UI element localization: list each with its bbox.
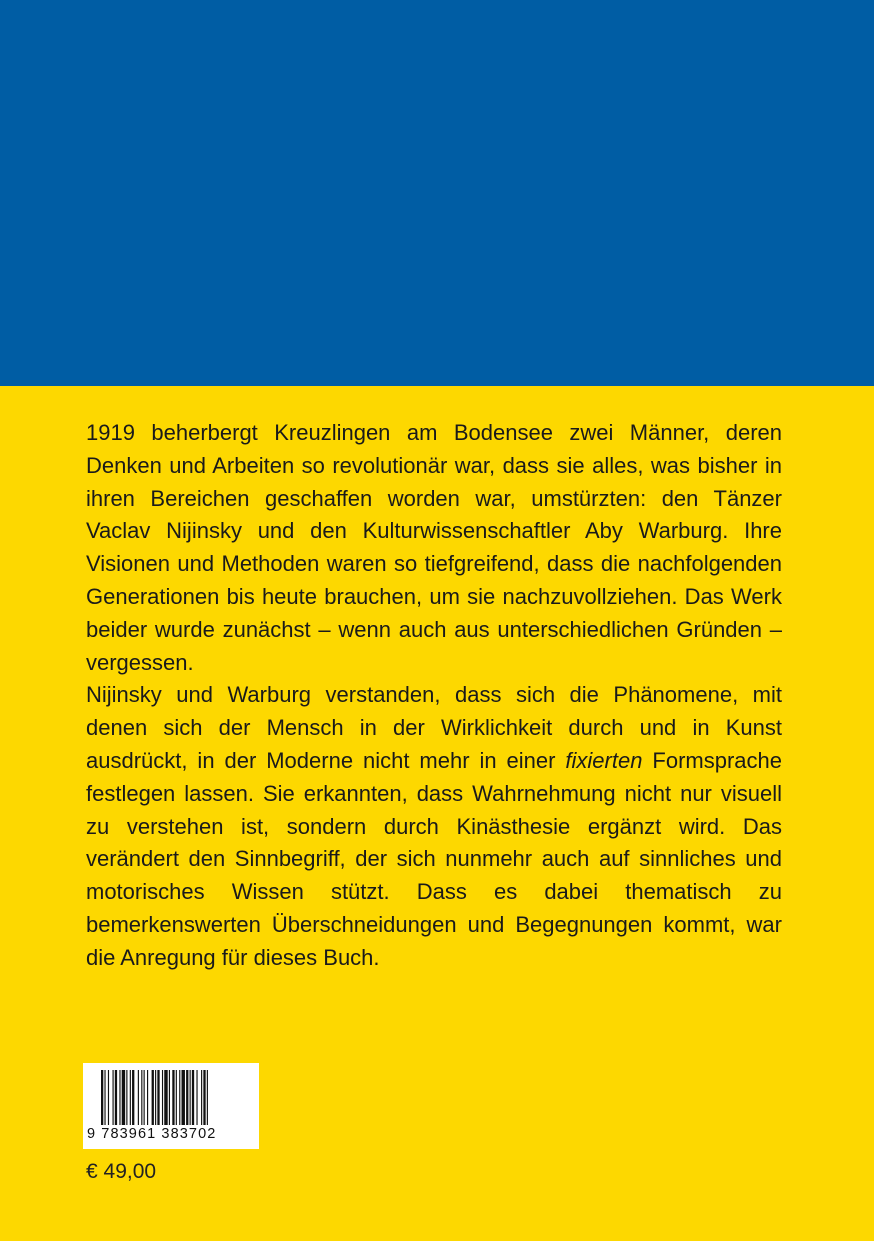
barcode-bar	[119, 1070, 120, 1125]
blurb-paragraph-2-start: Nijinsky und Warburg verstanden, dass sich die Phänomene, mit denen sich der Mensch in der Wirklichkeit durch und in Kunst ausdrückt, in der Moderne nicht mehr in einer	[86, 682, 782, 773]
barcode-bar	[164, 1070, 167, 1125]
barcode-bar	[190, 1070, 191, 1125]
barcode-bar	[144, 1070, 145, 1125]
barcode-bar	[108, 1070, 109, 1125]
barcode-bar	[207, 1070, 208, 1125]
barcode-bar	[113, 1070, 114, 1125]
blurb-paragraph-2	[86, 679, 782, 974]
barcode-bar	[157, 1070, 159, 1125]
barcode-bar	[203, 1070, 205, 1125]
blurb-paragraph-1: 1919 beherbergt Kreuzlingen am Bodensee zwei Männer, deren Denken und Arbeiten so revolutionär war, dass sie alles, was bisher in ihren Bereichen geschaffen worden war, umstürzten: den Tänzer Vaclav Nijinsky und den Kulturwissenschaftler Aby Warburg. Ihre Visionen und Methoden waren so tiefgreifend, dass die nachfolgenden Generationen bis heute brauchen, um sie nachzuvollziehen. Das Werk beider wurde zunächst – wenn auch aus unterschiedlichen Gründen – vergessen.	[86, 420, 782, 675]
barcode-bar	[176, 1070, 177, 1125]
barcode-bar	[201, 1070, 202, 1125]
isbn-barcode	[83, 1063, 259, 1149]
barcode-bar	[192, 1070, 194, 1125]
barcode-bar	[155, 1070, 156, 1125]
price-label: € 49,00	[86, 1160, 157, 1183]
barcode-bar	[179, 1070, 180, 1125]
barcode-bar	[162, 1070, 163, 1125]
barcode-bar	[182, 1070, 185, 1125]
barcode-bar	[141, 1070, 142, 1125]
barcode-bar	[132, 1070, 134, 1125]
blurb-italic-word: fixierten	[565, 747, 643, 773]
back-cover-blurb	[86, 417, 782, 975]
barcode-bar	[172, 1070, 174, 1125]
barcode-bar	[138, 1070, 139, 1125]
barcode-bar	[147, 1070, 148, 1125]
barcode-bar	[186, 1070, 188, 1125]
barcode-digits: 9 783961 383702	[87, 1126, 217, 1142]
barcode-bar	[101, 1070, 103, 1125]
barcode-bar	[130, 1070, 131, 1125]
barcode-bar	[122, 1070, 125, 1125]
barcode-bar	[104, 1070, 105, 1125]
barcode-bar	[126, 1070, 127, 1125]
barcode-bars	[101, 1070, 247, 1125]
barcode-bar	[152, 1070, 154, 1125]
blurb-paragraph-2-end: Formsprache festlegen lassen. Sie erkannten, dass Wahrnehmung nicht nur visuell zu verstehen ist, sondern durch Kinästhesie ergänzt wird. Das verändert den Sinnbegriff, der sich nunmehr auch auf sinnliches und motorisches Wissen stützt. Dass es dabei thematisch zu bemerkenswerten Überschneidungen und Begegnungen kommt, war die Anregung für dieses Buch.	[86, 747, 782, 970]
cover-top-band	[0, 0, 874, 386]
barcode-bar	[169, 1070, 170, 1125]
barcode-bar	[115, 1070, 117, 1125]
barcode-bar	[196, 1070, 197, 1125]
